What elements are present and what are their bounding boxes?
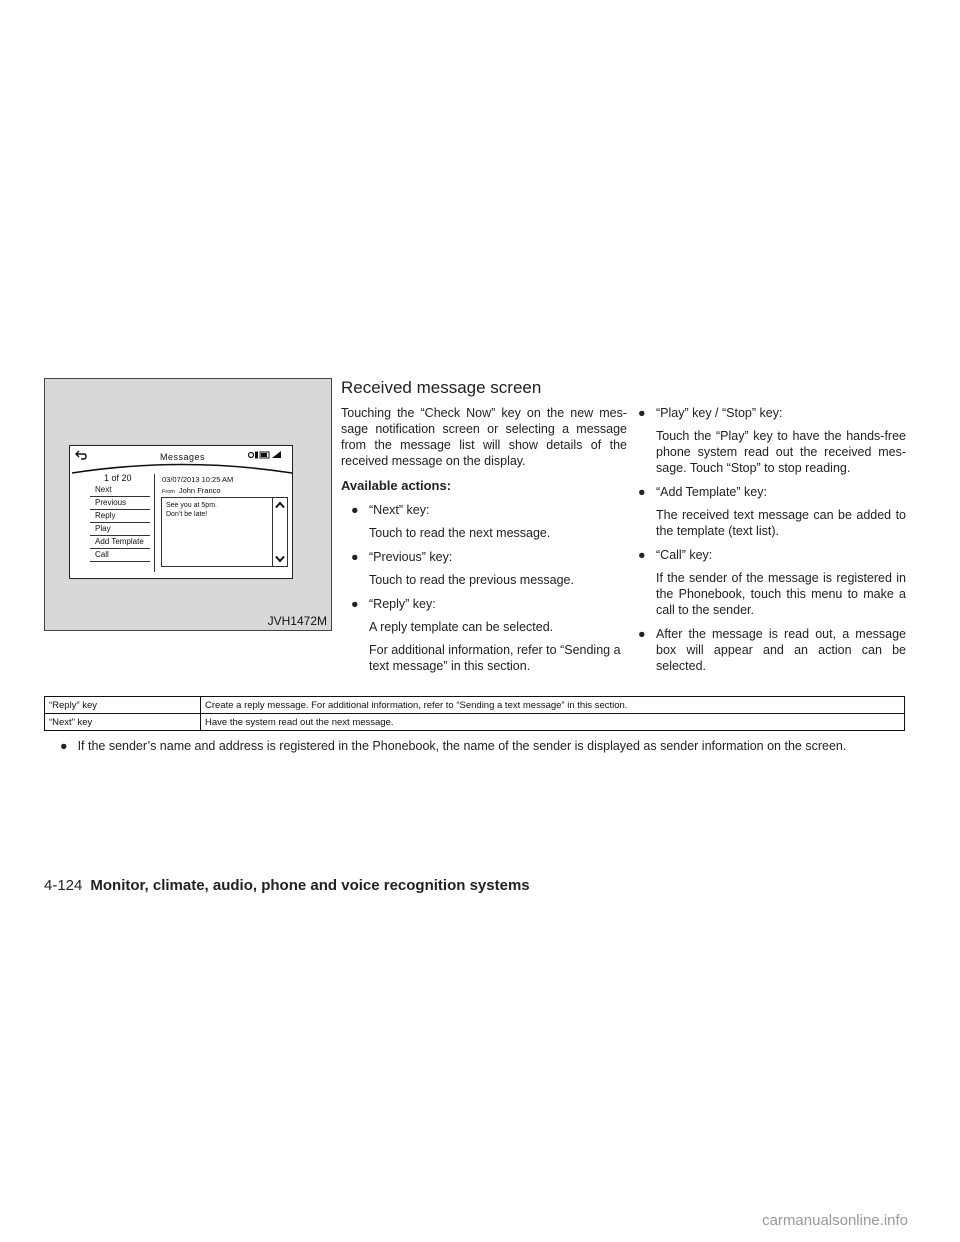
menu-previous[interactable]: Previous bbox=[90, 497, 150, 510]
final-bullet-text: After the message is read out, a message box will appear and an action can be selected. bbox=[656, 627, 906, 673]
message-date: 03/07/2013 10:25 AM bbox=[162, 475, 234, 484]
messages-screen bbox=[69, 445, 293, 579]
action-item bbox=[351, 596, 627, 612]
menu-play[interactable]: Play bbox=[90, 523, 150, 536]
middle-column bbox=[341, 405, 627, 674]
figure-label: JVH1472M bbox=[267, 614, 327, 628]
screen-illustration bbox=[44, 378, 332, 631]
bullet-icon: ● bbox=[638, 485, 646, 499]
table-row bbox=[45, 714, 905, 731]
bullet-icon: ● bbox=[638, 406, 646, 420]
menu-call[interactable]: Call bbox=[90, 549, 150, 562]
scroll-up-icon[interactable] bbox=[275, 501, 285, 509]
bullet-icon: ● bbox=[351, 503, 359, 517]
bullet-icon: ● bbox=[60, 739, 68, 753]
action-key: “Play” key / “Stop” key: bbox=[656, 406, 783, 420]
message-counter: 1 of 20 bbox=[104, 473, 132, 483]
message-line: See you at 5pm. bbox=[166, 502, 217, 509]
divider bbox=[154, 474, 155, 572]
sender-name: John Franco bbox=[178, 486, 221, 495]
table-key: “Next” key bbox=[45, 714, 201, 731]
action-desc: If the sender of the message is registered in the Phonebook, touch this menu to make a call to the sender. bbox=[656, 571, 906, 617]
bullet-icon: ● bbox=[351, 550, 359, 564]
message-menu bbox=[90, 484, 150, 562]
action-desc: Touch the “Play” key to have the hands-free phone system read out the received mes-sage. Touch “Stop” to stop reading. bbox=[656, 429, 906, 475]
action-key: “Previous” key: bbox=[369, 550, 453, 564]
intro-paragraph: Touching the “Check Now” key on the new mes-sage notification screen or selecting a message from the message list will show details of the received message on the display. bbox=[341, 406, 627, 468]
table-desc: Have the system read out the next message. bbox=[201, 714, 905, 731]
scrollbar[interactable] bbox=[272, 498, 287, 566]
action-item bbox=[351, 549, 627, 565]
message-body bbox=[161, 497, 288, 567]
scroll-down-icon[interactable] bbox=[275, 555, 285, 563]
action-item bbox=[351, 502, 627, 518]
menu-reply[interactable]: Reply bbox=[90, 510, 150, 523]
bullet-icon: ● bbox=[638, 627, 646, 641]
actions-heading: Available actions: bbox=[341, 478, 452, 493]
back-arrow-icon bbox=[75, 450, 87, 460]
phonebook-note bbox=[60, 739, 910, 753]
from-label: From bbox=[162, 489, 175, 495]
phone-status-icon bbox=[248, 450, 284, 460]
action-key: “Call” key: bbox=[656, 548, 713, 562]
note-text: If the sender’s name and address is registered in the Phonebook, the name of the sender is displayed as sender information on the screen. bbox=[77, 739, 847, 753]
action-key: “Add Template” key: bbox=[656, 485, 767, 499]
bullet-icon: ● bbox=[638, 548, 646, 562]
final-bullet bbox=[638, 626, 906, 674]
action-key: “Next” key: bbox=[369, 503, 430, 517]
table-key: “Reply” key bbox=[45, 697, 201, 714]
menu-add-template[interactable]: Add Template bbox=[90, 536, 150, 549]
page-number: 4-124 bbox=[44, 877, 83, 894]
action-desc: A reply template can be selected. bbox=[369, 620, 554, 634]
page-footer bbox=[44, 877, 530, 894]
menu-next[interactable]: Next bbox=[90, 484, 150, 497]
action-desc: Touch to read the next message. bbox=[369, 526, 551, 540]
watermark: carmanualsonline.info bbox=[762, 1212, 908, 1229]
key-table bbox=[44, 696, 905, 731]
action-item bbox=[638, 484, 906, 500]
action-item bbox=[638, 405, 906, 421]
screen-title: Messages bbox=[160, 452, 206, 462]
action-desc: Touch to read the previous message. bbox=[369, 573, 574, 587]
action-desc: For additional information, refer to “Sending a text message” in this section. bbox=[369, 643, 621, 673]
right-column bbox=[638, 405, 906, 674]
action-item bbox=[638, 547, 906, 563]
action-key: “Reply” key: bbox=[369, 597, 436, 611]
action-desc: The received text message can be added to the template (text list). bbox=[656, 508, 906, 538]
chapter-title: Monitor, climate, audio, phone and voice recognition systems bbox=[90, 877, 530, 894]
table-row bbox=[45, 697, 905, 714]
message-text bbox=[166, 501, 217, 519]
message-sender bbox=[162, 486, 221, 495]
table-desc: Create a reply message. For additional information, refer to “Sending a text message” in this section. bbox=[201, 697, 905, 714]
message-line: Don’t be late! bbox=[166, 511, 208, 518]
bullet-icon: ● bbox=[351, 597, 359, 611]
section-heading: Received message screen bbox=[341, 378, 542, 397]
